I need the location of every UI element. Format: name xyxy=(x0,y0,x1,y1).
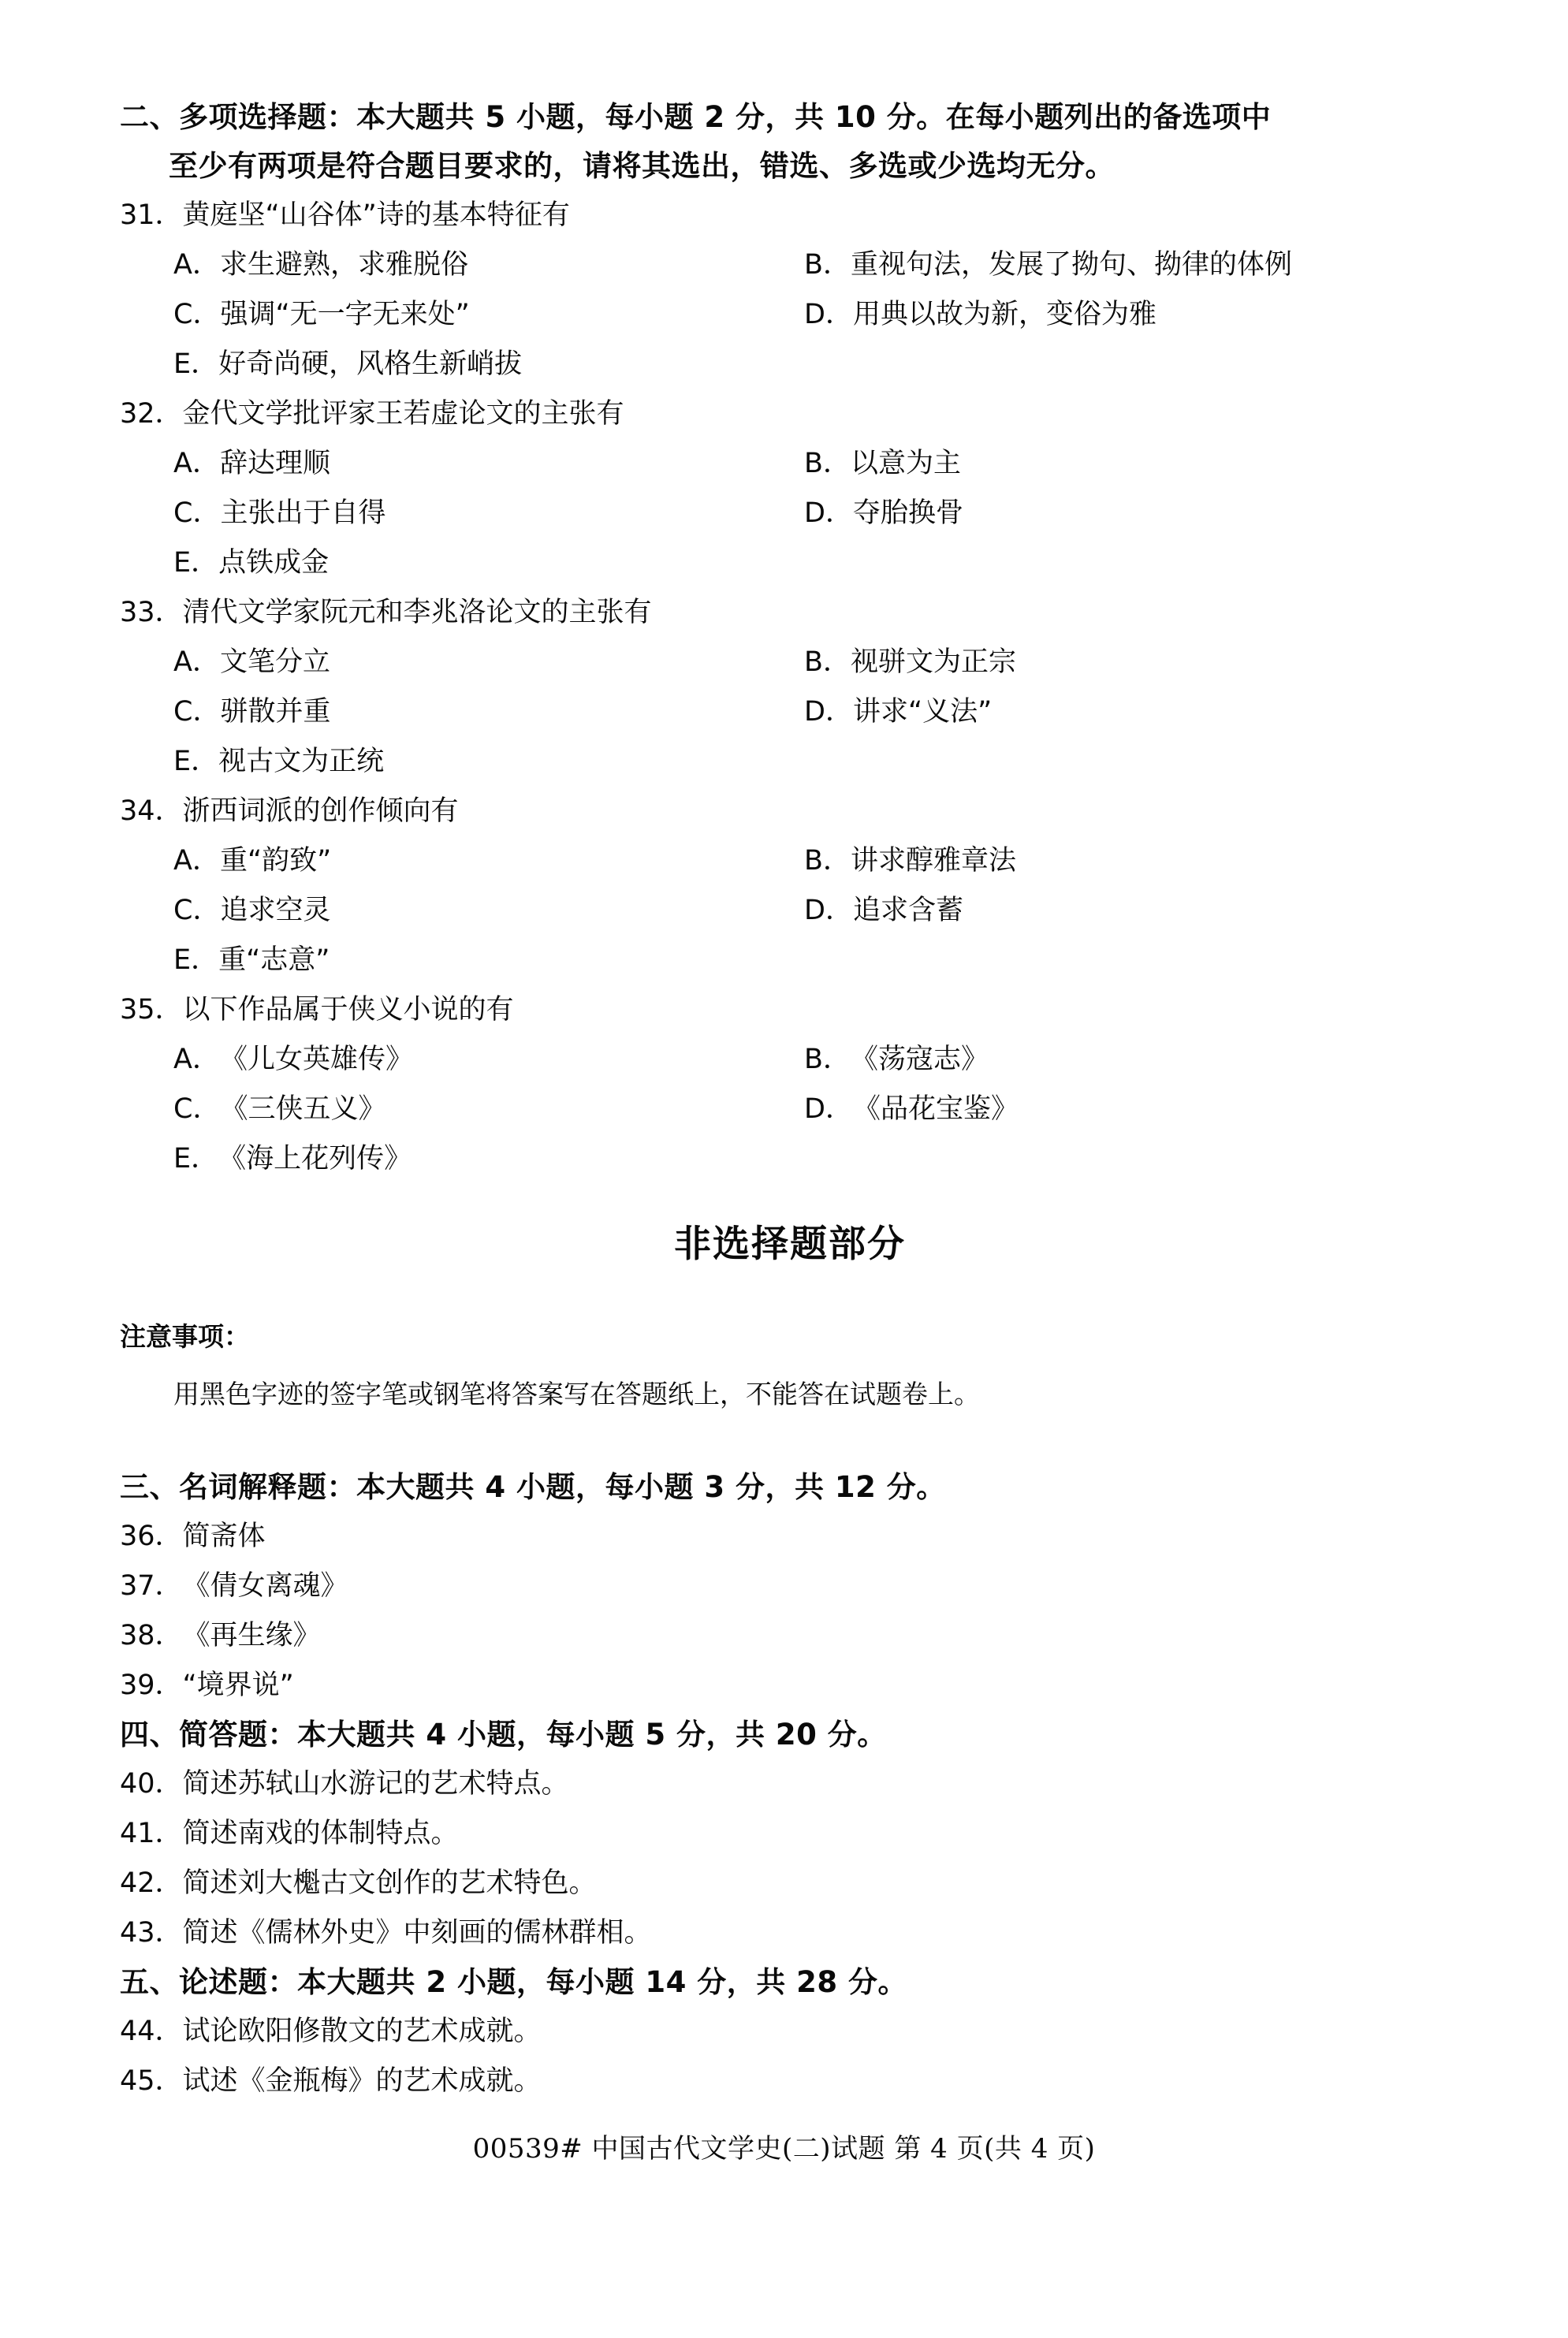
question-41-number: 41． xyxy=(120,1818,183,1849)
question-34-text: 浙西词派的创作倾向有 xyxy=(182,795,459,827)
question-33-option-a[interactable] xyxy=(120,638,804,687)
question-43 xyxy=(120,1908,1460,1958)
option-label: A． xyxy=(173,646,220,678)
question-32-options-row-3 xyxy=(120,538,1460,588)
question-34-option-a[interactable] xyxy=(120,836,804,886)
option-text: 辞达理顺 xyxy=(219,448,330,479)
option-label: A． xyxy=(173,845,220,877)
question-38-text: 《再生缘》 xyxy=(182,1620,321,1651)
question-33-text: 清代文学家阮元和李兆洛论文的主张有 xyxy=(182,597,652,628)
question-32 xyxy=(120,389,1460,588)
question-37-text: 《倩女离魂》 xyxy=(182,1570,348,1602)
option-text: 强调“无一字无来处” xyxy=(220,299,470,330)
question-33-stem xyxy=(120,588,1460,638)
option-text: 求生避熟，求雅脱俗 xyxy=(219,249,468,281)
option-label: A． xyxy=(173,1044,220,1075)
option-label: A． xyxy=(173,249,220,281)
question-34-option-c[interactable] xyxy=(120,886,804,936)
page-content xyxy=(120,93,1460,2106)
option-text: 以意为主 xyxy=(851,448,962,479)
option-text: 夺胎换骨 xyxy=(852,497,963,529)
part-title-non-multiple-choice: 非选择题部分 xyxy=(674,1223,906,1266)
question-33-options-row-1 xyxy=(120,638,1460,687)
question-40 xyxy=(120,1759,1460,1809)
option-label: B． xyxy=(804,1044,851,1075)
question-36 xyxy=(120,1512,1460,1562)
option-text: 重“志意” xyxy=(218,944,330,976)
question-35-options-row-2 xyxy=(120,1085,1460,1134)
option-label: C． xyxy=(173,497,221,529)
question-31-options-row-1 xyxy=(120,240,1460,290)
option-text: 《三侠五义》 xyxy=(220,1093,386,1125)
option-text: 点铁成金 xyxy=(218,547,330,579)
question-35-option-d[interactable] xyxy=(804,1085,1458,1134)
section-2-heading xyxy=(120,93,1460,191)
question-35-option-a[interactable] xyxy=(120,1035,804,1085)
question-44-text: 试论欧阳修散文的艺术成就。 xyxy=(182,2016,542,2047)
question-39-text: “境界说” xyxy=(182,1670,294,1701)
option-text: 骈散并重 xyxy=(220,696,331,728)
question-34-option-d[interactable] xyxy=(804,886,1458,936)
question-32-options-row-1 xyxy=(120,439,1460,489)
question-31-text: 黄庭坚“山谷体”诗的基本特征有 xyxy=(182,199,570,231)
question-38-number: 38． xyxy=(120,1620,183,1651)
option-label: B． xyxy=(804,249,851,281)
question-34 xyxy=(120,787,1460,985)
question-35-option-b[interactable] xyxy=(804,1035,1458,1085)
option-label: C． xyxy=(173,299,221,330)
option-text: 《儿女英雄传》 xyxy=(219,1044,413,1075)
option-text: 《荡寇志》 xyxy=(851,1044,989,1075)
question-42-text: 简述刘大櫆古文创作的艺术特色。 xyxy=(182,1867,597,1899)
question-34-option-b[interactable] xyxy=(804,836,1458,886)
notice-body: 用黑色字迹的签字笔或钢笔将答案写在答题纸上，不能答在试题卷上。 xyxy=(173,1379,980,1409)
question-40-text: 简述苏轼山水游记的艺术特点。 xyxy=(182,1768,569,1800)
question-35-option-e[interactable] xyxy=(120,1134,804,1184)
question-32-text: 金代文学批评家王若虚论文的主张有 xyxy=(182,398,624,430)
option-label: C． xyxy=(173,696,221,728)
question-33-option-e[interactable] xyxy=(120,737,804,787)
question-38 xyxy=(120,1611,1460,1661)
option-label: E． xyxy=(173,547,219,579)
section-2-heading-line-2: 至少有两项是符合题目要求的，请将其选出，错选、多选或少选均无分。 xyxy=(169,149,1115,183)
question-36-text: 简斋体 xyxy=(182,1521,266,1552)
question-33-option-c[interactable] xyxy=(120,687,804,737)
question-34-options-row-2 xyxy=(120,886,1460,936)
question-33-options-row-2 xyxy=(120,687,1460,737)
page-footer: 00539# 中国古代文学史(二)试题 第 4 页(共 4 页) xyxy=(472,2133,1096,2165)
option-text: 讲求“义法” xyxy=(852,696,993,728)
question-45-number: 45． xyxy=(120,2065,183,2097)
question-31-option-a[interactable] xyxy=(120,240,804,290)
option-text: 追求含蓄 xyxy=(852,895,963,926)
section-4-heading: 四、简答题：本大题共 4 小题，每小题 5 分，共 20 分。 xyxy=(120,1718,887,1752)
question-31 xyxy=(120,191,1460,389)
question-36-number: 36． xyxy=(120,1521,183,1552)
question-34-options-row-1 xyxy=(120,836,1460,886)
question-42 xyxy=(120,1859,1460,1908)
option-text: 主张出于自得 xyxy=(220,497,386,529)
notice-title: 注意事项： xyxy=(120,1321,250,1352)
question-31-option-b[interactable] xyxy=(804,240,1458,290)
option-text: 《品花宝鉴》 xyxy=(852,1093,1019,1125)
section-5-heading: 五、论述题：本大题共 2 小题，每小题 14 分，共 28 分。 xyxy=(120,1965,908,1999)
option-label: E． xyxy=(173,944,219,976)
question-33-option-b[interactable] xyxy=(804,638,1458,687)
question-37-number: 37． xyxy=(120,1570,183,1602)
question-34-options-row-3 xyxy=(120,936,1460,985)
option-label: D． xyxy=(804,299,853,330)
question-33-number: 33． xyxy=(120,597,183,628)
question-32-option-c[interactable] xyxy=(120,489,804,538)
question-31-number: 31． xyxy=(120,199,183,231)
question-41-text: 简述南戏的体制特点。 xyxy=(182,1818,459,1849)
question-32-number: 32． xyxy=(120,398,183,430)
question-45 xyxy=(120,2057,1460,2106)
option-text: 文笔分立 xyxy=(219,646,330,678)
question-44 xyxy=(120,2007,1460,2057)
question-42-number: 42． xyxy=(120,1867,183,1899)
option-text: 追求空灵 xyxy=(220,895,331,926)
question-35-option-c[interactable] xyxy=(120,1085,804,1134)
option-text: 重视句法，发展了拗句、拗律的体例 xyxy=(851,249,1293,281)
option-label: C． xyxy=(173,895,221,926)
option-label: D． xyxy=(804,895,853,926)
question-32-stem xyxy=(120,389,1460,439)
option-label: E． xyxy=(173,746,219,777)
question-35 xyxy=(120,985,1460,1184)
question-34-stem xyxy=(120,787,1460,836)
option-label: D． xyxy=(804,1093,853,1125)
question-32-option-d[interactable] xyxy=(804,489,1458,538)
option-label: B． xyxy=(804,646,851,678)
option-label: B． xyxy=(804,448,851,479)
question-33-options-row-3 xyxy=(120,737,1460,787)
option-text: 好奇尚硬，风格生新峭拔 xyxy=(218,348,523,380)
option-text: 视古文为正统 xyxy=(218,746,385,777)
option-label: D． xyxy=(804,696,853,728)
question-37 xyxy=(120,1562,1460,1611)
question-45-text: 试述《金瓶梅》的艺术成就。 xyxy=(182,2065,542,2097)
option-label: A． xyxy=(173,448,220,479)
option-label: E． xyxy=(173,1143,219,1175)
question-31-stem xyxy=(120,191,1460,240)
option-text: 用典以故为新，变俗为雅 xyxy=(852,299,1156,330)
question-33-option-d[interactable] xyxy=(804,687,1458,737)
question-32-option-e[interactable] xyxy=(120,538,804,588)
question-34-number: 34． xyxy=(120,795,183,827)
question-31-options-row-3 xyxy=(120,340,1460,389)
question-35-text: 以下作品属于侠义小说的有 xyxy=(182,994,514,1026)
question-33 xyxy=(120,588,1460,787)
option-text: 讲求醇雅章法 xyxy=(851,845,1017,877)
question-35-options-row-3 xyxy=(120,1134,1460,1184)
question-43-number: 43． xyxy=(120,1917,183,1949)
question-44-number: 44． xyxy=(120,2016,183,2047)
question-35-number: 35． xyxy=(120,994,183,1026)
option-label: E． xyxy=(173,348,219,380)
question-35-stem xyxy=(120,985,1460,1035)
question-32-option-a[interactable] xyxy=(120,439,804,489)
question-39-number: 39． xyxy=(120,1670,183,1701)
question-35-options-row-1 xyxy=(120,1035,1460,1085)
question-39 xyxy=(120,1661,1460,1711)
question-41 xyxy=(120,1809,1460,1859)
option-label: C． xyxy=(173,1093,221,1125)
question-32-option-b[interactable] xyxy=(804,439,1458,489)
question-31-option-c[interactable] xyxy=(120,290,804,340)
question-40-number: 40． xyxy=(120,1768,183,1800)
option-text: 《海上花列传》 xyxy=(218,1143,412,1175)
question-31-options-row-2 xyxy=(120,290,1460,340)
question-43-text: 简述《儒林外史》中刻画的儒林群相。 xyxy=(182,1917,652,1949)
section-2-heading-line-1: 二、多项选择题：本大题共 5 小题，每小题 2 分，共 10 分。在每小题列出的备选项中 xyxy=(120,100,1272,134)
section-3-heading: 三、名词解释题：本大题共 4 小题，每小题 3 分，共 12 分。 xyxy=(120,1470,946,1504)
question-31-option-e[interactable] xyxy=(120,340,804,389)
question-34-option-e[interactable] xyxy=(120,936,804,985)
question-31-option-d[interactable] xyxy=(804,290,1458,340)
question-32-options-row-2 xyxy=(120,489,1460,538)
option-text: 视骈文为正宗 xyxy=(851,646,1017,678)
option-text: 重“韵致” xyxy=(219,845,332,877)
option-label: B． xyxy=(804,845,851,877)
option-label: D． xyxy=(804,497,853,529)
